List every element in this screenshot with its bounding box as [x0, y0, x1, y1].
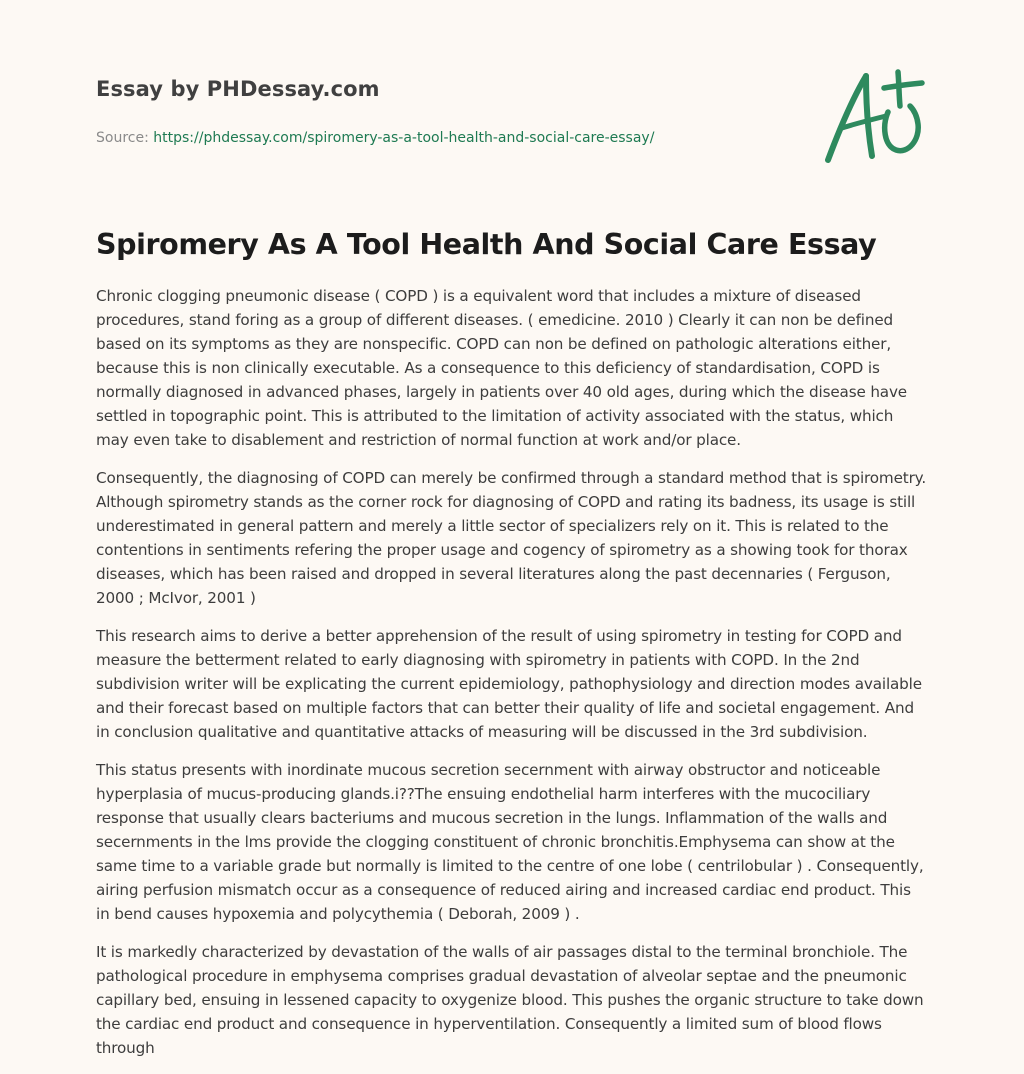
essay-paragraph: This research aims to derive a better apprehension of the result of using spirometry in testing for COPD and measure the betterment related to early diagnosing with spirometry in patients with COPD. In the 2nd subdivision writer will be explicating the current epidemiology, pathophysiology and direction modes available and their forecast based on multiple factors that can better their quality of life and societal engagement. And in conclusion qualitative and quantitative attacks of measuring will be discussed in the 3rd subdivision. [96, 627, 922, 741]
source-label: Source: [96, 130, 154, 146]
a-plus-logo-icon [822, 66, 928, 166]
site-title[interactable]: Essay by PHDessay.com [96, 77, 380, 101]
source-link[interactable]: https://phdessay.com/spiromery-as-a-tool-health-and-social-care-essay/ [153, 130, 655, 146]
essay-paragraph: This status presents with inordinate mucous secretion secernment with airway obstructor and noticeable hyperplasia of mucus-producing glands.i??The ensuing endothelial harm interferes with the mucociliary response that usually clears bacteriums and mucous secretion in the lungs. Inflammation of the walls and secernments in the lms provide the clogging constituent of chronic bronchitis.Emphysema can show at the same time to a variable grade but normally is limited to the centre of one lobe ( centrilobular ) . Consequently, airing perfusion mismatch occur as a consequence of reduced airing and increased cardiac end product. This in bend causes hypoxemia and polycythemia ( Deborah, 2009 ) . [96, 761, 924, 923]
essay-paragraph: Chronic clogging pneumonic disease ( COPD ) is a equivalent word that includes a mixture of diseased procedures, stand foring as a group of different diseases. ( emedicine. 2010 ) Clearly it can non be defined based on its symptoms as they are nonspecific. COPD can non be defined on pathologic alterations either, because this is non clinically executable. As a consequence to this deficiency of standardisation, COPD is normally diagnosed in advanced phases, largely in patients over 40 old ages, during which the disease have settled in topographic point. This is attributed to the limitation of activity associated with the status, which may even take to disablement and restriction of normal function at work and/or place. [96, 287, 907, 449]
essay-body [96, 284, 928, 1074]
essay-title: Spiromery As A Tool Health And Social Care Essay [96, 228, 877, 261]
essay-paragraph: It is markedly characterized by devastation of the walls of air passages distal to the terminal bronchiole. The pathological procedure in emphysema comprises gradual devastation of alveolar septae and the pneumonic capillary bed, ensuing in lessened capacity to oxygenize blood. This pushes the organic structure to take down the cardiac end product and consequence in hyperventilation. Consequently a limited sum of blood flows through [96, 943, 924, 1057]
site-header [96, 74, 796, 148]
essay-paragraph: Consequently, the diagnosing of COPD can merely be confirmed through a standard method that is spirometry. Although spirometry stands as the corner rock for diagnosing of COPD and rating its badness, its usage is still underestimated in general pattern and merely a little sector of specializers rely on it. This is related to the contentions in sentiments refering the proper usage and cogency of spirometry as a showing took for thorax diseases, which has been raised and dropped in several literatures along the past decennaries ( Ferguson, 2000 ; McIvor, 2001 ) [96, 469, 927, 607]
source-line [96, 128, 796, 148]
